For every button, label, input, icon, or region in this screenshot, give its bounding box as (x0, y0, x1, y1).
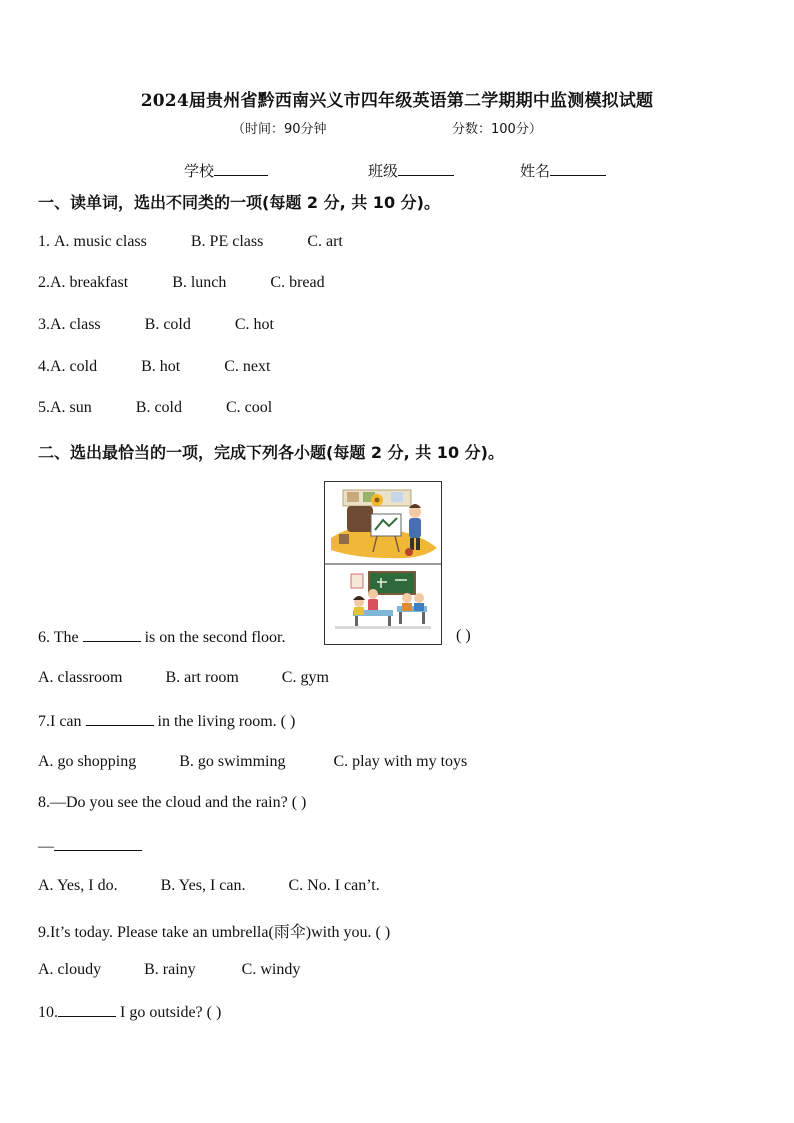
question-number: 7.I can (38, 713, 86, 730)
question-7-options (38, 753, 467, 771)
name-label: 姓名 (520, 162, 551, 180)
question-number: 1. (38, 233, 54, 250)
class-blank[interactable] (398, 161, 454, 176)
option-a: A. music class (54, 233, 147, 250)
option-a: A. cold (50, 358, 98, 375)
option-c: C. gym (281, 669, 329, 686)
question-number: 10. (38, 1004, 58, 1021)
question-2 (38, 274, 325, 292)
dash: — (38, 838, 54, 855)
question-4 (38, 358, 270, 376)
option-a: A. sun (50, 399, 92, 416)
option-a: A. classroom (38, 669, 123, 686)
answer-blank[interactable] (54, 836, 142, 851)
option-b: B. Yes, I can. (160, 877, 246, 894)
option-c: C. hot (234, 316, 274, 333)
school-label: 学校 (184, 162, 215, 180)
option-b: B. cold (144, 316, 191, 333)
question-text: is on the second floor. (140, 629, 286, 646)
question-3 (38, 316, 274, 334)
question-text: in the living room. ( ) (153, 713, 296, 730)
option-a: A. go shopping (38, 753, 137, 770)
school-blank[interactable] (214, 161, 268, 176)
question-8-options (38, 877, 380, 895)
option-b: B. art room (165, 669, 239, 686)
option-b: B. PE class (190, 233, 264, 250)
section1-heading: 一、读单词，选出不同类的一项(每题 2 分, 共 10 分)。 (38, 193, 440, 212)
question-1 (38, 233, 343, 251)
question-8: 8.—Do you see the cloud and the rain? ( ) (38, 794, 307, 811)
option-b: B. cold (135, 399, 182, 416)
option-a: A. Yes, I do. (38, 877, 118, 894)
question-10 (38, 1002, 221, 1022)
question-number: 5. (38, 399, 50, 416)
question-number: 4. (38, 358, 50, 375)
answer-blank[interactable] (86, 711, 154, 726)
option-c: C. cool (226, 399, 273, 416)
question-text: I go outside? ( ) (116, 1004, 222, 1021)
question-6 (38, 627, 285, 647)
option-a: A. breakfast (50, 274, 129, 291)
option-b: B. go swimming (179, 753, 286, 770)
school-field (184, 160, 268, 181)
question-6-paren: ( ) (456, 627, 471, 644)
question-number: 2. (38, 274, 50, 291)
page-title: 2024届贵州省黔西南兴义市四年级英语第二学期期中监测模拟试题 (140, 91, 654, 111)
option-b: B. rainy (144, 961, 196, 978)
name-field (520, 160, 606, 181)
question-number: 6. The (38, 629, 83, 646)
name-blank[interactable] (550, 161, 606, 176)
answer-blank[interactable] (83, 627, 141, 642)
question-9-options (38, 961, 300, 979)
question-number: 3. (38, 316, 50, 333)
exam-score: 分数：100分） (452, 122, 542, 137)
option-a: A. cloudy (38, 961, 102, 978)
option-c: C. play with my toys (333, 753, 468, 770)
question-8-answer-line (38, 836, 142, 856)
option-b: B. hot (141, 358, 181, 375)
option-b: B. lunch (172, 274, 227, 291)
question-9: 9.It’s today. Please take an umbrella(雨伞)with you. ( ) (38, 924, 391, 941)
option-c: C. No. I can’t. (288, 877, 380, 894)
class-label: 班级 (368, 162, 399, 180)
option-c: C. windy (241, 961, 301, 978)
section2-heading: 二、选出最恰当的一项，完成下列各小题(每题 2 分, 共 10 分)。 (38, 443, 504, 462)
question-6-options (38, 669, 329, 687)
option-c: C. art (307, 233, 343, 250)
art-and-classroom-picture (325, 482, 441, 644)
answer-blank[interactable] (58, 1002, 116, 1017)
classroom-illustration (324, 481, 442, 645)
exam-time: （时间：90分钟 (232, 122, 327, 137)
option-a: A. class (50, 316, 101, 333)
option-c: C. next (224, 358, 271, 375)
class-field (368, 160, 454, 181)
question-7 (38, 711, 295, 731)
option-c: C. bread (270, 274, 325, 291)
question-5 (38, 399, 272, 417)
